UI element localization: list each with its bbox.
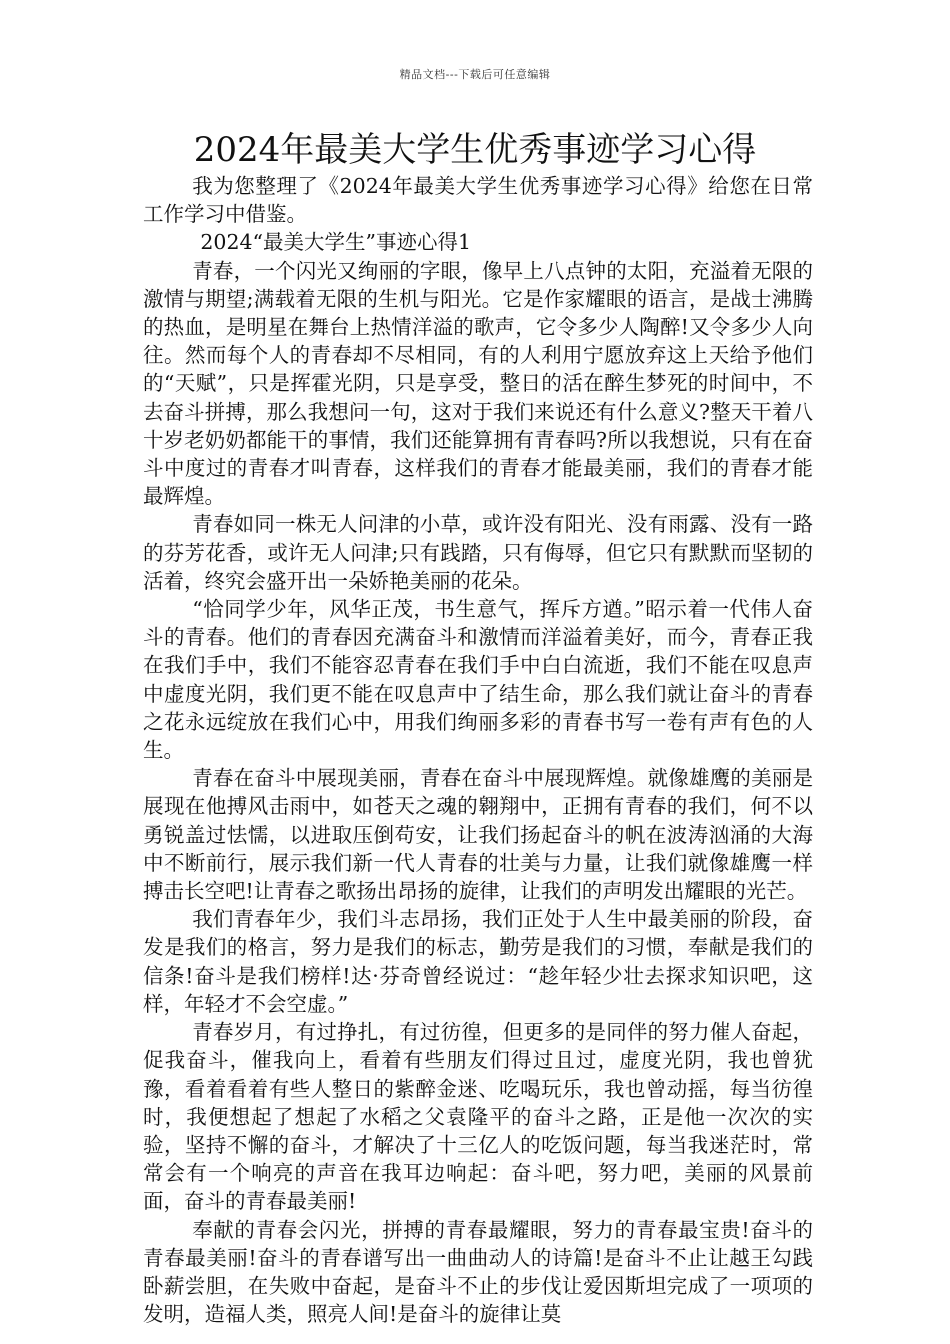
section-heading: 2024“最美大学生”事迹心得1 (200, 230, 472, 255)
body-paragraph: 青春在奋斗中展现美丽，青春在奋斗中展现辉煌。就像雄鹰的美丽是展现在他搏风击雨中，如苍天之魂的翱翔中，正拥有青春的我们，何不以勇锐盖过怯懦，以进取压倒苟安，让我们扬起奋斗的帆在波涛汹涌的大海中不断前行，展示我们新一代人青春的壮美与力量，让我们就像雄鹰一样搏击长空吧!让青春之歌扬出昂扬的旋律，让我们的声明发出耀眼的光芒。 (143, 766, 813, 904)
intro-paragraph: 我为您整理了《2024年最美大学生优秀事迹学习心得》给您在日常工作学习中借鉴。 (143, 174, 813, 227)
body-paragraph: 青春，一个闪光又绚丽的字眼，像早上八点钟的太阳，充溢着无限的激情与期望;满载着无限的生机与阳光。它是作家耀眼的语言，是战士沸腾的热血，是明星在舞台上热情洋溢的歌声，它令多少人陶醉!又令多少人向往。然而每个人的青春却不尽相同，有的人利用宁愿放弃这上天给予他们的“天赋”，只是挥霍光阴，只是享受，整日的活在醉生梦死的时间中，不去奋斗拼搏，那么我想问一句，这对于我们来说还有什么意义?整天干着八十岁老奶奶都能干的事情，我们还能算拥有青春吗?所以我想说，只有在奋斗中度过的青春才叫青春，这样我们的青春才能最美丽，我们的青春才能最辉煌。 (143, 258, 813, 509)
document-title: 2024年最美大学生优秀事迹学习心得 (193, 130, 757, 170)
body-paragraph: 青春如同一株无人问津的小草，或许没有阳光、没有雨露、没有一路的芬芳花香，或许无人问津;只有践踏，只有侮辱，但它只有默默而坚韧的活着，终究会盛开出一朵娇艳美丽的花朵。 (143, 512, 813, 593)
body-paragraph: 我们青春年少，我们斗志昂扬，我们正处于人生中最美丽的阶段，奋发是我们的格言，努力是我们的标志，勤劳是我们的习惯，奉献是我们的信条!奋斗是我们榜样!达·芬奇曾经说过：“趁年轻少壮去探求知识吧，这样，年轻才不会空虚。” (143, 907, 813, 1016)
body-paragraph: “恰同学少年，风华正茂，书生意气，挥斥方遒。”昭示着一代伟人奋斗的青春。他们的青春因充满奋斗和激情而洋溢着美好，而今，青春正我在我们手中，我们不能容忍青春在我们手中白白流逝，我们不能在叹息声中虚度光阴，我们更不能在叹息声中了结生命，那么我们就让奋斗的青春之花永远绽放在我们心中，用我们绚丽多彩的青春书写一卷有声有色的人生。 (143, 597, 813, 763)
body-paragraph: 青春岁月，有过挣扎，有过彷徨，但更多的是同伴的努力催人奋起，促我奋斗，催我向上，看着有些朋友们得过且过，虚度光阴，我也曾犹豫，看着看着有些人整日的紫醉金迷、吃喝玩乐，我也曾动摇，每当彷徨时，我便想起了想起了水稻之父袁隆平的奋斗之路，正是他一次次的实验，坚持不懈的奋斗，才解决了十三亿人的吃饭问题，每当我迷茫时，常常会有一个响亮的声音在我耳边响起：奋斗吧，努力吧，美丽的风景前面，奋斗的青春最美丽! (143, 1020, 813, 1214)
header-note: 精品文档---下载后可任意编辑 (399, 68, 551, 81)
document-body (143, 172, 813, 1328)
body-paragraph: 奉献的青春会闪光，拼搏的青春最耀眼，努力的青春最宝贵!奋斗的青春最美丽!奋斗的青春谱写出一曲曲动人的诗篇!是奋斗不止让越王勾践卧薪尝胆，在失败中奋起，是奋斗不止的步伐让爱因斯坦完成了一项项的发明，造福人类，照亮人间!是奋斗的旋律让莫 (143, 1217, 813, 1327)
